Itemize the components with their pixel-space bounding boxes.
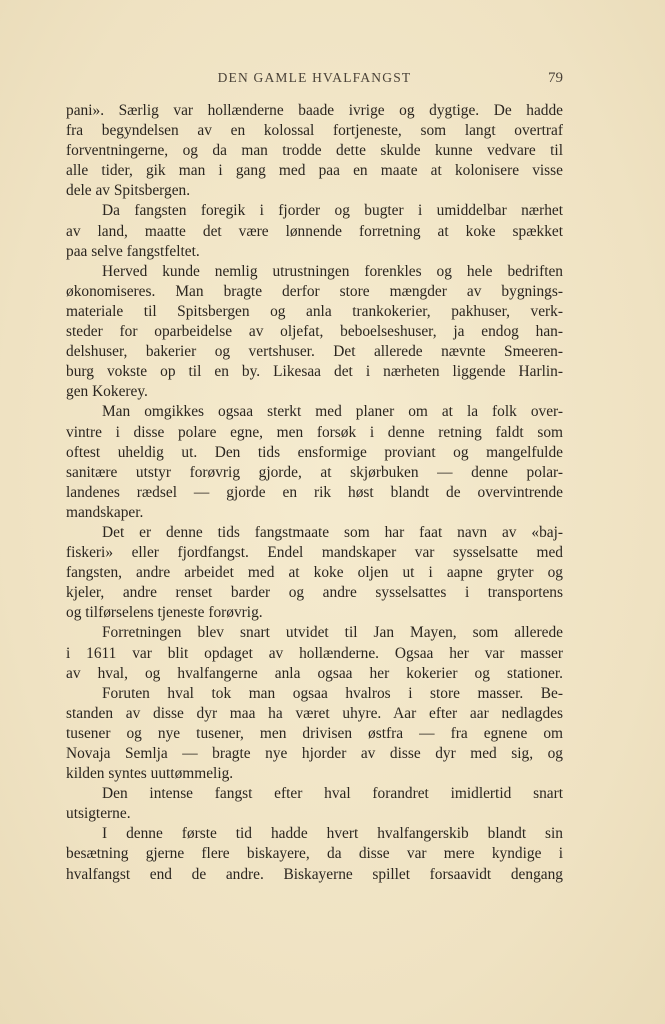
text-line: fra begyndelsen av en kolossal fortjeneste, som langt overtraf xyxy=(66,122,563,140)
text-line: av land, maatte det være lønnende forretning at koke spækket xyxy=(66,222,563,240)
text-line: steder for oparbeidelse av oljefat, beboelseshuser, ja endog han- xyxy=(66,323,563,341)
text-line: forventningerne, og da man trodde dette skulde kunne vedvare til xyxy=(66,142,563,160)
text-line: tusener og nye tusener, men drivisen østfra — fra egnene om xyxy=(66,724,563,742)
text-line: standen av disse dyr maa ha været uhyre. Aar efter aar nedlagdes xyxy=(66,704,563,722)
text-line: oftest uheldig ut. Den tids ensformige proviant og mangelfulde xyxy=(66,443,563,461)
text-line: Man omgikkes ogsaa sterkt med planer om at la folk over- xyxy=(102,403,563,421)
text-line: fangsten, andre arbeidet med at koke oljen ut i aapne gryter og xyxy=(66,564,563,582)
page-number: 79 xyxy=(548,70,563,86)
text-line: fiskeri» eller fjordfangst. Endel mandskaper var sysselsatte med xyxy=(66,544,563,562)
text-line: kjeler, andre renset barder og andre sysselsattes i transportens xyxy=(66,584,563,602)
text-line: Det er denne tids fangstmaate som har faat navn av «baj- xyxy=(102,523,563,541)
text-line: besætning gjerne flere biskayere, da disse var mere kyndige i xyxy=(66,845,563,863)
running-title: DEN GAMLE HVALFANGST xyxy=(217,70,412,85)
page-header xyxy=(66,70,563,90)
text-line: utsigterne. xyxy=(66,805,131,823)
text-line: Forretningen blev snart utvidet til Jan Mayen, som allerede xyxy=(102,624,563,642)
text-line: landenes rædsel — gjorde en rik høst blandt de overvintrende xyxy=(66,483,563,501)
text-line: av hval, og hvalfangerne anla ogsaa her kokerier og stationer. xyxy=(66,664,563,682)
text-line: økonomiseres. Man bragte derfor store mængder av bygnings- xyxy=(66,282,563,300)
text-line: Da fangsten foregik i fjorder og bugter i umiddelbar nærhet xyxy=(102,202,563,220)
text-line: alle tider, gik man i gang med paa en maate at kolonisere visse xyxy=(66,162,563,180)
text-line: Den intense fangst efter hval forandret imidlertid snart xyxy=(102,785,563,803)
text-line: kilden syntes uuttømmelig. xyxy=(66,765,234,783)
text-line: materiale til Spitsbergen og anla trankokerier, pakhuser, verk- xyxy=(66,302,563,320)
text-line: mandskaper. xyxy=(66,503,144,521)
text-line: pani». Særlig var hollænderne baade ivrige og dygtige. De hadde xyxy=(66,102,563,119)
text-line: dele av Spitsbergen. xyxy=(66,182,191,200)
text-line: gen Kokerey. xyxy=(66,383,148,401)
text-line: og tilførselens tjeneste forøvrig. xyxy=(66,604,263,622)
text-line: vintre i disse polare egne, men forsøk i denne retning faldt som xyxy=(66,423,563,441)
text-line: paa selve fangstfeltet. xyxy=(66,242,200,260)
text-line: delshuser, bakerier og vertshuser. Det allerede nævnte Smeeren- xyxy=(66,343,563,361)
text-line: Foruten hval tok man ogsaa hvalros i store masser. Be- xyxy=(102,684,563,702)
text-line: sanitære utstyr forøvrig gjorde, at skjørbuken — denne polar- xyxy=(66,463,563,481)
body-text xyxy=(66,101,563,885)
text-line: i 1611 var blit opdaget av hollænderne. Ogsaa her var masser xyxy=(66,644,563,662)
text-line: I denne første tid hadde hvert hvalfangerskib blandt sin xyxy=(102,825,563,843)
text-line: hvalfangst end de andre. Biskayerne spillet forsaavidt dengang xyxy=(66,865,563,883)
text-line: burg vokste op til en by. Likesaa det i nærheten liggende Harlin- xyxy=(66,363,563,381)
text-line: Novaja Semlja — bragte nye hjorder av disse dyr med sig, og xyxy=(66,745,563,762)
text-line: Herved kunde nemlig utrustningen forenkles og hele bedriften xyxy=(102,262,563,280)
